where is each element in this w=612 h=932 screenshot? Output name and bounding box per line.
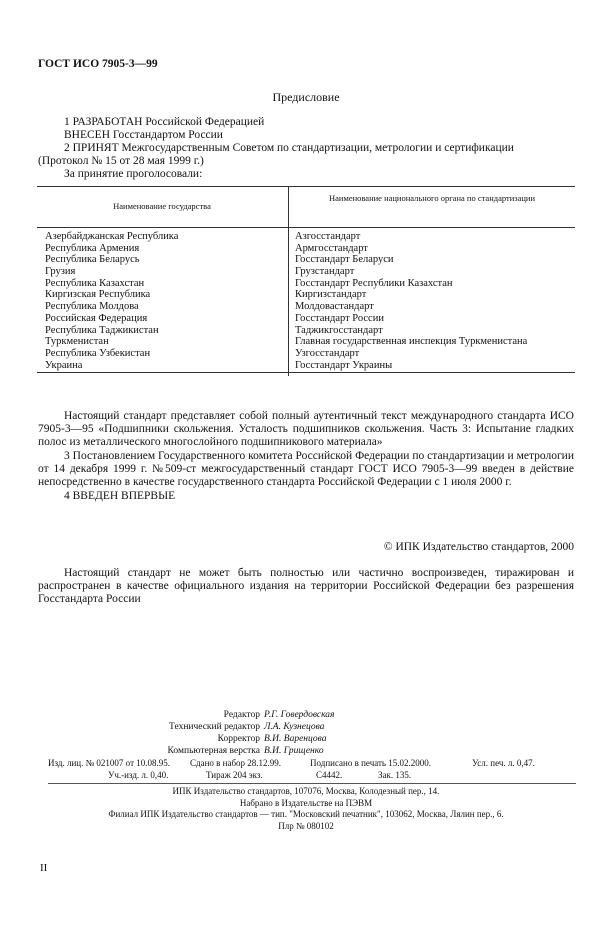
state-name: Республика Армения (45, 242, 140, 254)
table-bottom-rule (37, 372, 575, 373)
standards-body: Молдовастандарт (295, 301, 374, 313)
state-name: Республика Узбекистан (45, 347, 151, 359)
standards-body: Узгосстандарт (295, 347, 360, 359)
item-1-introduced: ВНЕСЕН Госстандартом России (64, 129, 223, 141)
table-row (37, 301, 575, 313)
imprint (0, 786, 612, 832)
page-number: II (40, 862, 48, 874)
state-name: Российская Федерация (45, 312, 148, 324)
credit-name: Л.А. Кузнецова (264, 722, 325, 732)
publication-info (48, 758, 576, 782)
standards-body: Киргизстандарт (295, 289, 367, 301)
voted-label: За принятие проголосовали: (64, 168, 203, 180)
voting-table (37, 186, 575, 373)
state-name: Республика Беларусь (45, 254, 140, 266)
state-name: Украина (45, 359, 83, 371)
publishing-sheets: Уч.-изд. л. 0,40. (108, 770, 169, 780)
item-3: 3 Постановлением Государственного комитета Российской Федерации по стандартизации и метрологии от 14 декабря 1999 г. №509-ст межгосударственный стандарт ГОСТ ИСО 7905-3—99 введен в действие непосредственно в качестве государственного стандарта Российской Федерации с 1 июля 2000 г. (38, 450, 574, 489)
authentic-text-paragraph: Настоящий стандарт представляет собой полный аутентичный текст международного стандарта ИСО 7905-3—95 «Подшипники скольжения. Усталость подшипников скольжения. Часть 3: Испытание гладких полос из металлического многослойного подшипникового материала» (38, 410, 574, 449)
imprint-rule (48, 783, 576, 784)
state-name: Республика Таджикистан (45, 324, 159, 336)
table-row (37, 360, 575, 372)
credit-role: Компьютерная верстка (167, 746, 260, 756)
standards-body: Госстандарт Республики Казахстан (295, 277, 453, 289)
credit-line (0, 721, 612, 733)
item-2-line1: 2 ПРИНЯТ Межгосударственным Советом по стандартизации, метрологии и сертификации (64, 142, 514, 154)
standards-body: Госстандарт Беларуси (295, 254, 394, 266)
credit-role: Корректор (217, 734, 260, 744)
imprint-line: Набрано в Издательстве на ПЭВМ (239, 797, 373, 808)
state-name: Республика Казахстан (45, 277, 145, 289)
imprint-line: Филиал ИПК Издательство стандартов — тип. "Московский печатник", 103062, Москва, Лялин пер., 6. (108, 809, 504, 819)
printed-sheets: Усл. печ. л. 0,47. (472, 758, 535, 768)
item-1: 1 РАЗРАБОТАН Российской Федерацией (64, 116, 265, 128)
license: Изд. лиц. № 021007 от 10.08.95. (48, 758, 170, 768)
standards-body: Главная государственная инспекция Туркменистана (295, 336, 528, 348)
credit-name: В.И. Варенцова (264, 734, 327, 744)
credit-line (0, 709, 612, 721)
state-name: Киргизская Республика (45, 289, 151, 301)
copyright: © ИПК Издательство стандартов, 2000 (383, 541, 574, 553)
credit-name: Р.Г. Говердовская (264, 710, 335, 720)
credit-name: В.И. Грищенко (264, 746, 324, 756)
document-header: ГОСТ ИСО 7905-3—99 (38, 58, 158, 70)
order-number: Зак. 135. (378, 770, 412, 780)
credit-line (0, 733, 612, 745)
table-row (37, 313, 575, 325)
reproduction-notice: Настоящий стандарт не может быть полностью или частично воспроизведен, тиражирован и распространен в качестве официального издания на территории Российской Федерации без разрешения Госстандарта России (38, 567, 574, 606)
standards-body: Госстандарт России (295, 312, 384, 324)
standards-body: Азгосстандарт (295, 231, 361, 242)
standards-body: Грузстандарт (295, 266, 355, 278)
standards-body: Таджикгосстандарт (295, 324, 383, 336)
credit-line (0, 745, 612, 757)
section-title: Предисловие (272, 90, 340, 104)
table-row (37, 289, 575, 301)
standards-body: Армгосстандарт (295, 242, 368, 254)
order-code: С4442. (316, 770, 343, 780)
table-header-state: Наименование государства (113, 201, 211, 211)
state-name: Азербайджанская Республика (45, 231, 179, 242)
print-run: Тираж 204 экз. (206, 770, 263, 780)
credit-role: Технический редактор (169, 722, 260, 732)
table-row (37, 336, 575, 348)
credits (0, 709, 612, 757)
table-row (37, 348, 575, 360)
table-row (37, 278, 575, 290)
imprint-line: Плр № 080102 (278, 820, 334, 831)
table-row (37, 231, 575, 243)
table-row (37, 243, 575, 255)
item-4: 4 ВВЕДЕН ВПЕРВЫЕ (64, 490, 176, 502)
item-2-line2: (Протокол № 15 от 28 мая 1999 г.) (38, 155, 204, 167)
state-name: Грузия (45, 266, 76, 278)
table-row (37, 325, 575, 337)
state-name: Туркменистан (45, 336, 109, 348)
state-name: Республика Молдова (45, 301, 139, 313)
table-body (37, 231, 575, 371)
table-header (37, 186, 575, 228)
imprint-line: ИПК Издательство стандартов, 107076, Москва, Колодезный пер., 14. (172, 786, 440, 796)
signed-to-print: Подписано в печать 15.02.2000. (310, 758, 432, 768)
credit-role: Редактор (223, 710, 260, 720)
sent-to-typeset: Сдано в набор 28.12.99. (190, 758, 282, 768)
standards-body: Госстандарт Украины (295, 359, 393, 371)
table-row (37, 254, 575, 266)
table-header-body: Наименование национального органа по стандартизации (328, 193, 536, 203)
table-row (37, 266, 575, 278)
